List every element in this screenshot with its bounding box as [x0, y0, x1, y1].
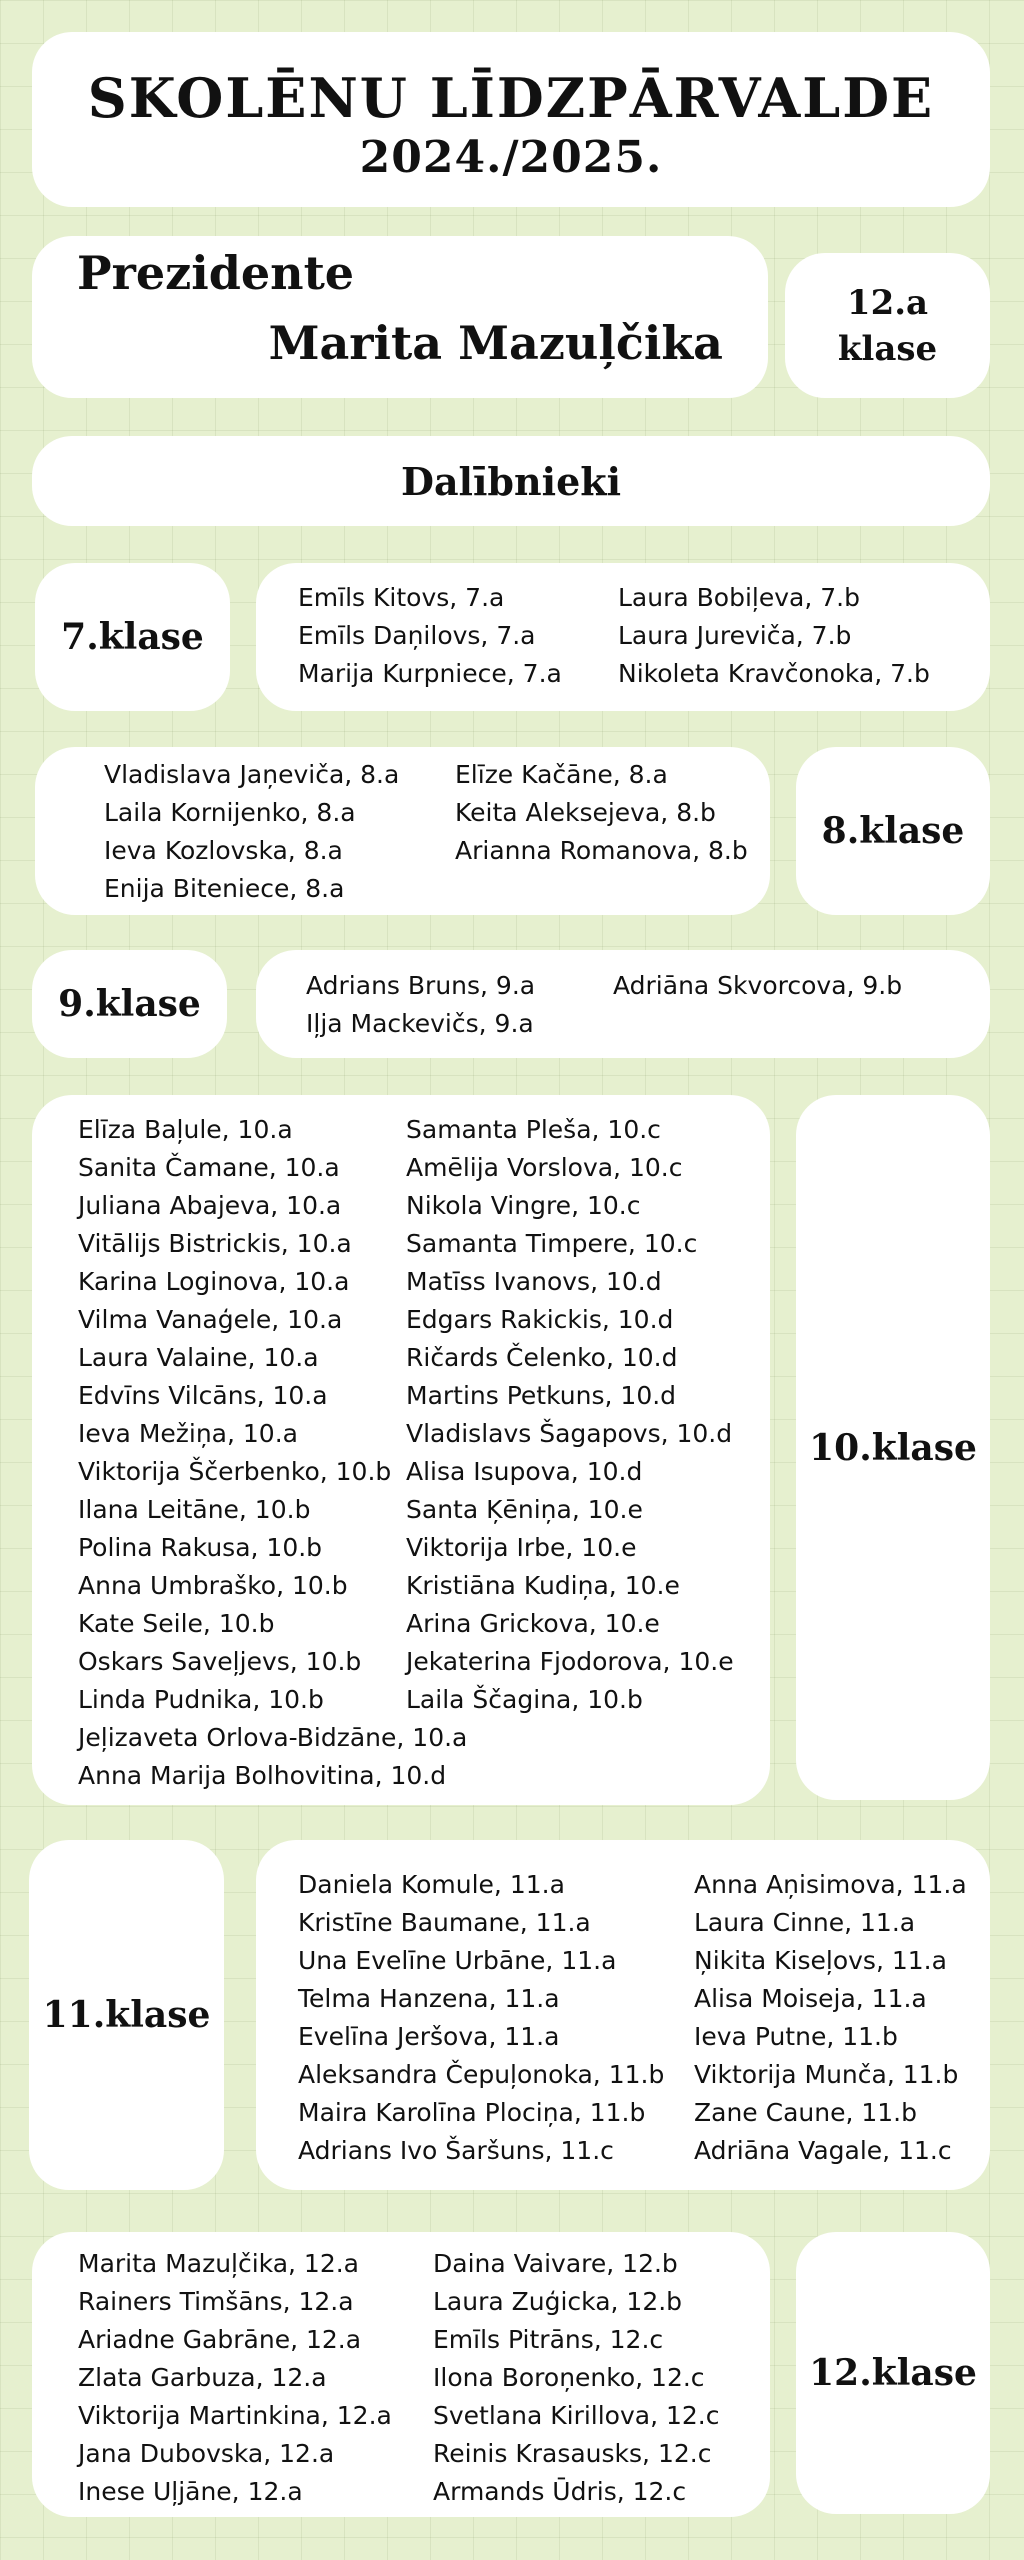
member-name: Laura Zuģicka, 12.b [433, 2287, 683, 2316]
member-name: Marija Kurpniece, 7.a [298, 659, 562, 688]
title-card [32, 32, 990, 207]
member-name: Armands Ūdris, 12.c [433, 2477, 687, 2506]
grade9-label: 9.klase [58, 983, 201, 1025]
member-name: Viktorija Martinkina, 12.a [78, 2401, 392, 2430]
member-name: Emīls Daņilovs, 7.a [298, 621, 536, 650]
member-name: Matīss Ivanovs, 10.d [406, 1267, 662, 1296]
member-name: Vilma Vanaģele, 10.a [78, 1305, 343, 1334]
member-name: Kristīne Baumane, 11.a [298, 1908, 591, 1937]
member-name: Marita Mazuļčika, 12.a [78, 2249, 360, 2278]
member-name: Edvīns Vilcāns, 10.a [78, 1381, 328, 1410]
grade11-label-card [29, 1840, 224, 2190]
page-title: SKOLĒNU LĪDZPĀRVALDE [87, 66, 935, 130]
member-name: Santa Ķēniņa, 10.e [406, 1495, 643, 1524]
member-name: Sanita Čamane, 10.a [78, 1153, 340, 1182]
member-name: Adrians Bruns, 9.a [306, 971, 536, 1000]
grade12-members-card [32, 2232, 770, 2517]
member-name: Elīze Kačāne, 8.a [455, 760, 668, 789]
member-name: Jana Dubovska, 12.a [78, 2439, 335, 2468]
grade9-col1 [306, 967, 535, 1043]
member-name: Svetlana Kirillova, 12.c [433, 2401, 720, 2430]
member-name: Inese Uļjāne, 12.a [78, 2477, 303, 2506]
president-role: Prezidente [77, 246, 355, 300]
member-name: Laila Kornijenko, 8.a [104, 798, 356, 827]
grade10-members-card [32, 1095, 770, 1805]
member-name: Vitālijs Bistrickis, 10.a [78, 1229, 352, 1258]
member-name: Nikoleta Kravčonoka, 7.b [618, 659, 930, 688]
member-name: Adriāna Vagale, 11.c [694, 2136, 952, 2165]
member-name: Keita Aleksejeva, 8.b [455, 798, 716, 827]
member-name: Telma Hanzena, 11.a [298, 1984, 560, 2013]
president-class: 12.a [846, 283, 929, 323]
grade11-col1 [298, 1866, 664, 2170]
grade10-col2 [406, 1111, 734, 1719]
member-name: Adrians Ivo Šaršuns, 11.c [298, 2136, 614, 2165]
member-name: Laila Ščagina, 10.b [406, 1685, 643, 1714]
grade11-col2 [694, 1866, 967, 2170]
grade10-label-card [796, 1095, 990, 1800]
grade8-members-card [35, 747, 770, 915]
president-class-word: klase [837, 329, 938, 369]
grade12-label: 12.klase [809, 2352, 977, 2394]
president-card [32, 236, 768, 398]
member-name: Vladislavs Šagapovs, 10.d [406, 1419, 733, 1448]
member-name: Rainers Timšāns, 12.a [78, 2287, 354, 2316]
grade7-members-card [256, 563, 990, 711]
member-name: Laura Jureviča, 7.b [618, 621, 852, 650]
member-name: Una Evelīne Urbāne, 11.a [298, 1946, 617, 1975]
member-name: Evelīna Jeršova, 11.a [298, 2022, 560, 2051]
grade8-label: 8.klase [821, 810, 965, 852]
grade11-members-card [256, 1840, 990, 2190]
school-year: 2024./2025. [359, 132, 663, 183]
member-name: Anna Marija Bolhovitina, 10.d [78, 1761, 447, 1790]
member-name: Oskars Saveļjevs, 10.b [78, 1647, 362, 1676]
member-name: Kate Seile, 10.b [78, 1609, 275, 1638]
grade9-members-card [256, 950, 990, 1058]
member-name: Viktorija Irbe, 10.e [406, 1533, 637, 1562]
member-name: Laura Valaine, 10.a [78, 1343, 319, 1372]
member-name: Laura Bobiļeva, 7.b [618, 583, 860, 612]
member-name: Viktorija Ščerbenko, 10.b [78, 1457, 392, 1486]
member-name: Amēlija Vorslova, 10.c [406, 1153, 683, 1182]
member-name: Zlata Garbuza, 12.a [78, 2363, 327, 2392]
member-name: Samanta Timpere, 10.c [406, 1229, 698, 1258]
president-name: Marita Mazuļčika [268, 316, 723, 370]
president-class-card [785, 253, 990, 398]
member-name: Ņikita Kiseļovs, 11.a [694, 1946, 947, 1975]
member-name: Ričards Čelenko, 10.d [406, 1343, 678, 1372]
member-name: Aleksandra Čepuļonoka, 11.b [298, 2060, 665, 2089]
member-name: Reinis Krasausks, 12.c [433, 2439, 712, 2468]
grade11-label: 11.klase [42, 1994, 211, 2036]
member-name: Juliana Abajeva, 10.a [78, 1191, 342, 1220]
grade9-col2 [613, 967, 902, 1005]
member-name: Ilona Boroņenko, 12.c [433, 2363, 705, 2392]
grade8-col1 [104, 756, 399, 908]
member-name: Iļja Mackevičs, 9.a [306, 1009, 534, 1038]
member-name: Maira Karolīna Plociņa, 11.b [298, 2098, 646, 2127]
grade8-col2 [455, 756, 748, 870]
grade7-col1 [298, 579, 562, 693]
member-name: Jeļizaveta Orlova-Bidzāne, 10.a [78, 1723, 468, 1752]
member-name: Alisa Moiseja, 11.a [694, 1984, 927, 2013]
member-name: Kristiāna Kudiņa, 10.e [406, 1571, 680, 1600]
member-name: Enija Biteniece, 8.a [104, 874, 345, 903]
member-name: Elīza Baļule, 10.a [78, 1115, 293, 1144]
grade9-label-card [32, 950, 227, 1058]
member-name: Anna Umbraško, 10.b [78, 1571, 348, 1600]
members-heading-card [32, 436, 990, 526]
grade10-label: 10.klase [809, 1426, 977, 1469]
member-name: Jekaterina Fjodorova, 10.e [406, 1647, 734, 1676]
member-name: Adriāna Skvorcova, 9.b [613, 971, 903, 1000]
member-name: Samanta Pleša, 10.c [406, 1115, 661, 1144]
grade8-label-card [796, 747, 990, 915]
member-name: Arina Grickova, 10.e [406, 1609, 660, 1638]
member-name: Linda Pudnika, 10.b [78, 1685, 324, 1714]
member-name: Zane Caune, 11.b [694, 2098, 917, 2127]
member-name: Ariadne Gabrāne, 12.a [78, 2325, 362, 2354]
grade12-col2 [433, 2245, 720, 2511]
grade7-label-card [35, 563, 230, 711]
member-name: Ieva Putne, 11.b [694, 2022, 898, 2051]
member-name: Edgars Rakickis, 10.d [406, 1305, 674, 1334]
member-name: Viktorija Munča, 11.b [694, 2060, 959, 2089]
member-name: Alisa Isupova, 10.d [406, 1457, 643, 1486]
member-name: Ieva Kozlovska, 8.a [104, 836, 343, 865]
member-name: Ilana Leitāne, 10.b [78, 1495, 311, 1524]
member-name: Anna Aņisimova, 11.a [694, 1870, 967, 1899]
member-name: Karina Loginova, 10.a [78, 1267, 350, 1296]
member-name: Emīls Pitrāns, 12.c [433, 2325, 664, 2354]
member-name: Laura Cinne, 11.a [694, 1908, 916, 1937]
member-name: Vladislava Jaņeviča, 8.a [104, 760, 400, 789]
member-name: Daina Vaivare, 12.b [433, 2249, 678, 2278]
grade7-label: 7.klase [61, 616, 204, 658]
member-name: Arianna Romanova, 8.b [455, 836, 748, 865]
member-name: Martins Petkuns, 10.d [406, 1381, 677, 1410]
grade7-col2 [618, 579, 930, 693]
members-title: Dalībnieki [400, 459, 622, 504]
member-name: Ieva Mežiņa, 10.a [78, 1419, 298, 1448]
member-name: Nikola Vingre, 10.c [406, 1191, 641, 1220]
grade12-col1 [78, 2245, 392, 2511]
member-name: Emīls Kitovs, 7.a [298, 583, 505, 612]
member-name: Polina Rakusa, 10.b [78, 1533, 323, 1562]
grade12-label-card [796, 2232, 990, 2514]
member-name: Daniela Komule, 11.a [298, 1870, 565, 1899]
